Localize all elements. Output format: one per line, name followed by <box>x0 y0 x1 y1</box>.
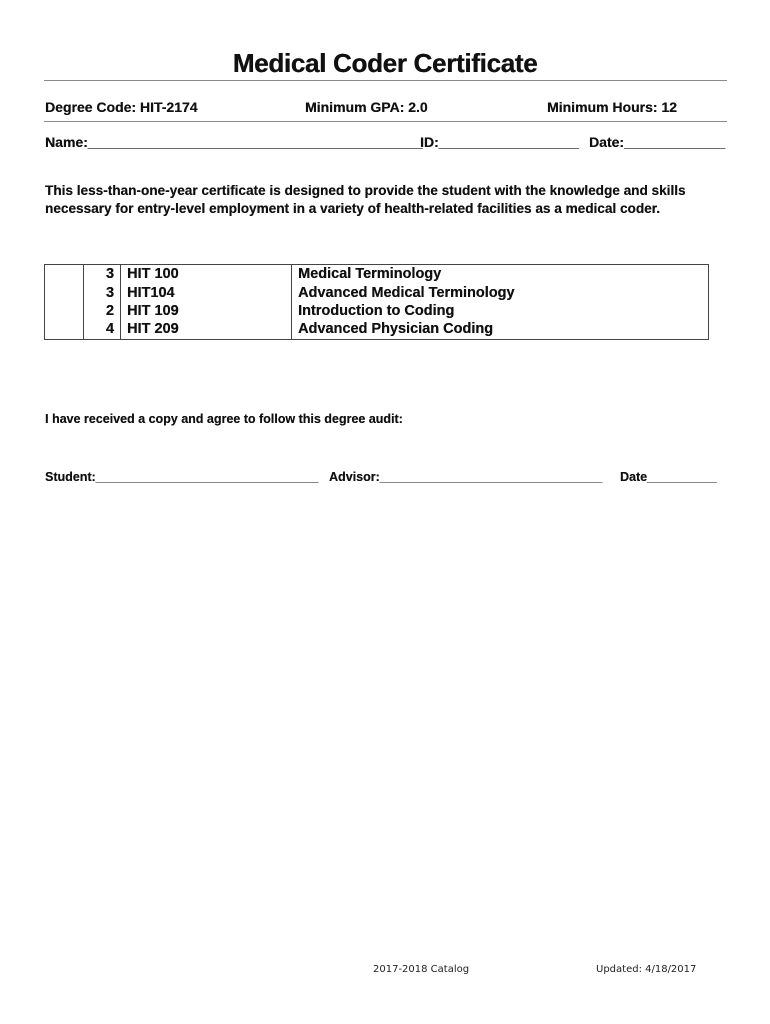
table-row <box>45 265 709 284</box>
description-line: This less-than-one-year certificate is designed to provide the student with the knowledge and skills <box>45 183 686 198</box>
student-signature-field[interactable]: Student:________________________________ <box>45 470 319 484</box>
info-divider <box>44 121 727 122</box>
course-hours: 3 <box>84 265 121 284</box>
course-code: HIT 209 <box>121 320 292 339</box>
check-cell[interactable] <box>45 302 84 320</box>
name-field[interactable]: Name:___________________________________________ <box>45 134 423 150</box>
minimum-hours: Minimum Hours: 12 <box>547 99 677 115</box>
check-cell[interactable] <box>45 265 84 284</box>
course-code: HIT 109 <box>121 302 292 320</box>
course-code: HIT104 <box>121 283 292 301</box>
minimum-gpa: Minimum GPA: 2.0 <box>305 99 428 115</box>
check-cell[interactable] <box>45 283 84 301</box>
course-hours: 2 <box>84 302 121 320</box>
id-field[interactable]: ID:__________________ <box>420 134 579 150</box>
advisor-signature-field[interactable]: Advisor:________________________________ <box>329 470 603 484</box>
table-row <box>45 283 709 301</box>
signature-date-field[interactable]: Date__________ <box>620 470 717 484</box>
check-cell[interactable] <box>45 320 84 339</box>
date-field[interactable]: Date:_____________ <box>589 134 726 150</box>
title-divider <box>44 80 727 81</box>
course-title: Advanced Physician Coding <box>292 320 709 339</box>
course-title: Medical Terminology <box>298 266 442 283</box>
agreement-statement: I have received a copy and agree to follow this degree audit: <box>45 412 403 426</box>
course-title: Advanced Medical Terminology <box>298 284 515 301</box>
page-title: Medical Coder Certificate <box>232 48 538 78</box>
footer-catalog: 2017-2018 Catalog <box>373 964 470 975</box>
degree-code: Degree Code: HIT-2174 <box>45 99 198 115</box>
course-hours: 4 <box>84 320 121 339</box>
footer-updated: Updated: 4/18/2017 <box>596 964 697 975</box>
table-row <box>45 302 709 320</box>
course-table <box>44 264 709 340</box>
certificate-description <box>45 182 725 218</box>
course-title: Introduction to Coding <box>298 302 455 319</box>
course-hours: 3 <box>84 283 121 301</box>
course-code: HIT 100 <box>121 265 292 284</box>
table-row <box>45 320 709 339</box>
description-line: necessary for entry-level employment in a variety of health-related facilities as a medical coder. <box>45 201 660 216</box>
